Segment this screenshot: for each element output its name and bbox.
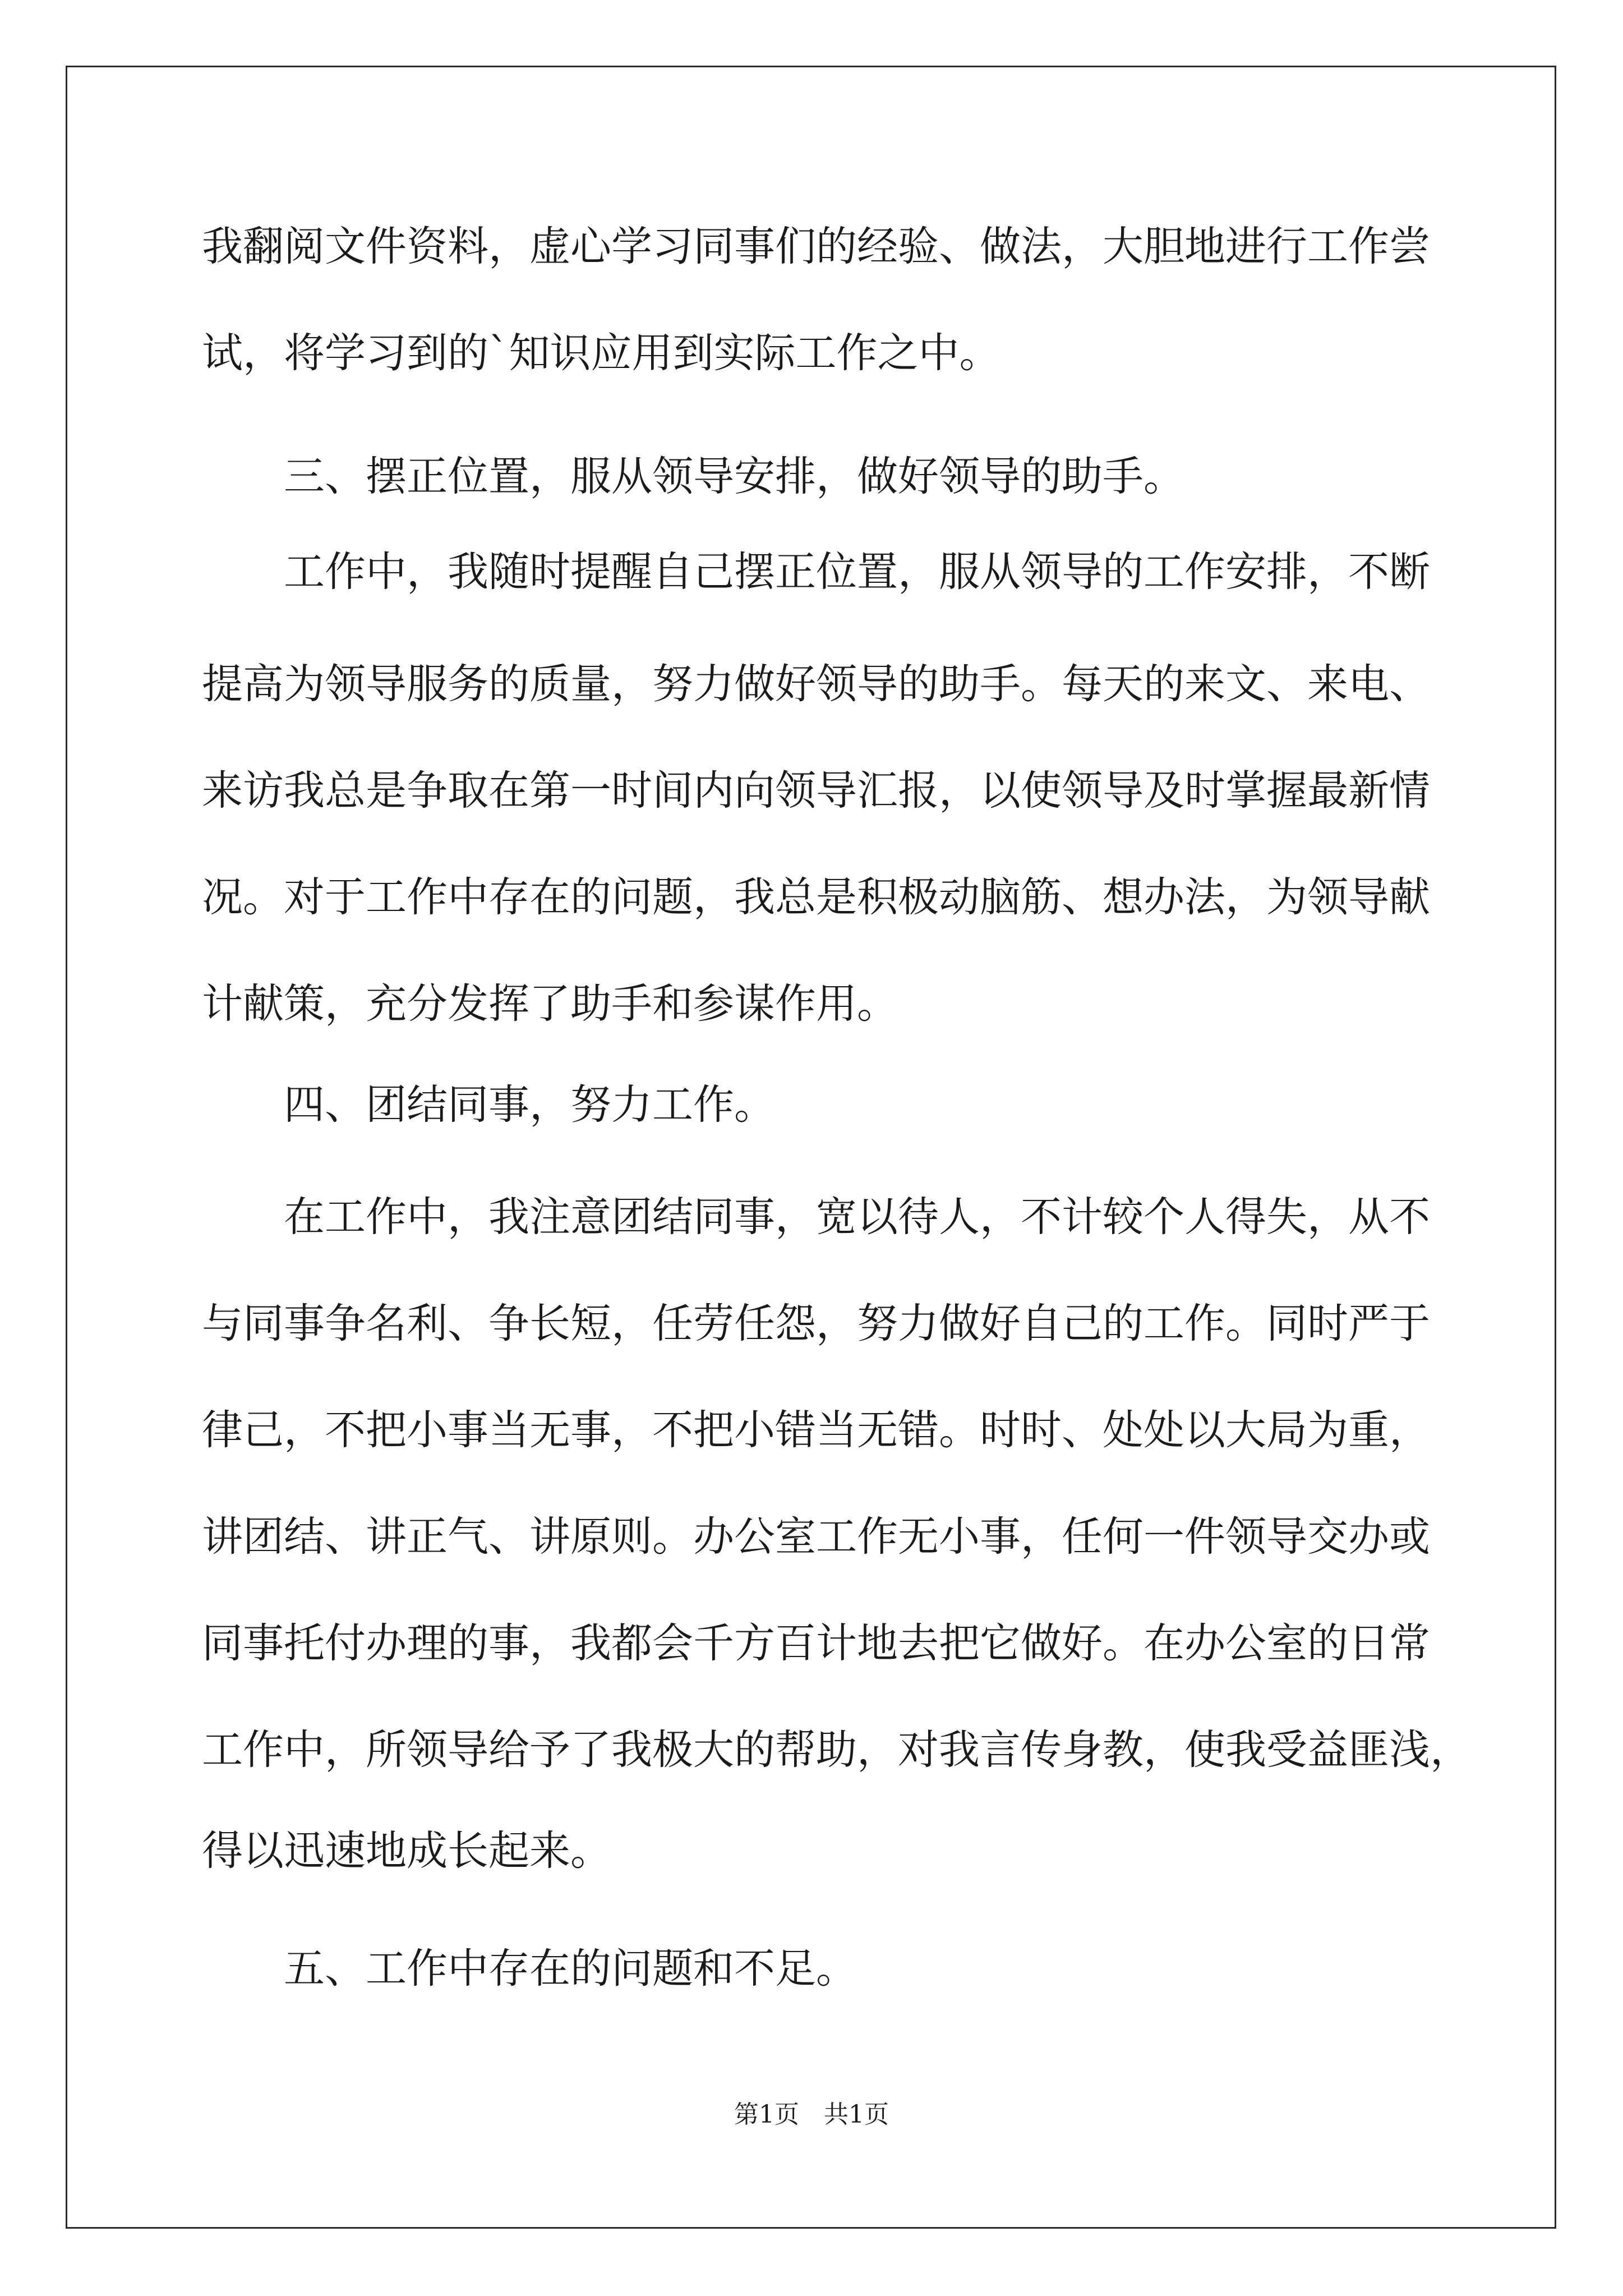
body-line: 同事托付办理的事，我都会千方百计地去把它做好。在办公室的日常 bbox=[202, 1619, 1430, 1667]
body-line: 在工作中，我注意团结同事，宽以待人，不计较个人得失，从不 bbox=[202, 1193, 1430, 1241]
body-line: 况。对于工作中存在的问题，我总是积极动脑筋、想办法，为领导献 bbox=[202, 873, 1430, 921]
body-line: 工作中，所领导给予了我极大的帮助，对我言传身教，使我受益匪浅， bbox=[202, 1726, 1471, 1774]
section-heading: 三、摆正位置，服从领导安排，做好领导的助手。 bbox=[202, 453, 1184, 500]
body-line: 讲团结、讲正气、讲原则。办公室工作无小事，任何一件领导交办或 bbox=[202, 1513, 1430, 1561]
body-line: 我翻阅文件资料，虚心学习同事们的经验、做法，大胆地进行工作尝 bbox=[202, 223, 1430, 270]
body-line: 律己，不把小事当无事，不把小错当无错。时时、处处以大局为重， bbox=[202, 1406, 1430, 1454]
page-number-footer: 第1页 共1页 bbox=[734, 2100, 889, 2129]
body-line: 与同事争名利、争长短，任劳任怨，努力做好自己的工作。同时严于 bbox=[202, 1300, 1430, 1347]
section-heading: 五、工作中存在的问题和不足。 bbox=[202, 1945, 857, 1993]
body-line: 得以迅速地成长起来。 bbox=[202, 1827, 611, 1875]
body-line: 计献策，充分发挥了助手和参谋作用。 bbox=[202, 980, 898, 1028]
body-line: 提高为领导服务的质量，努力做好领导的助手。每天的来文、来电、 bbox=[202, 660, 1430, 708]
section-heading: 四、团结同事，努力工作。 bbox=[202, 1081, 775, 1129]
body-line: 来访我总是争取在第一时间内向领导汇报，以使领导及时掌握最新情 bbox=[202, 767, 1430, 815]
body-line: 试，将学习到的`知识应用到实际工作之中。 bbox=[202, 329, 1000, 377]
page-border bbox=[66, 66, 1556, 2229]
body-line: 工作中，我随时提醒自己摆正位置，服从领导的工作安排，不断 bbox=[202, 548, 1430, 596]
